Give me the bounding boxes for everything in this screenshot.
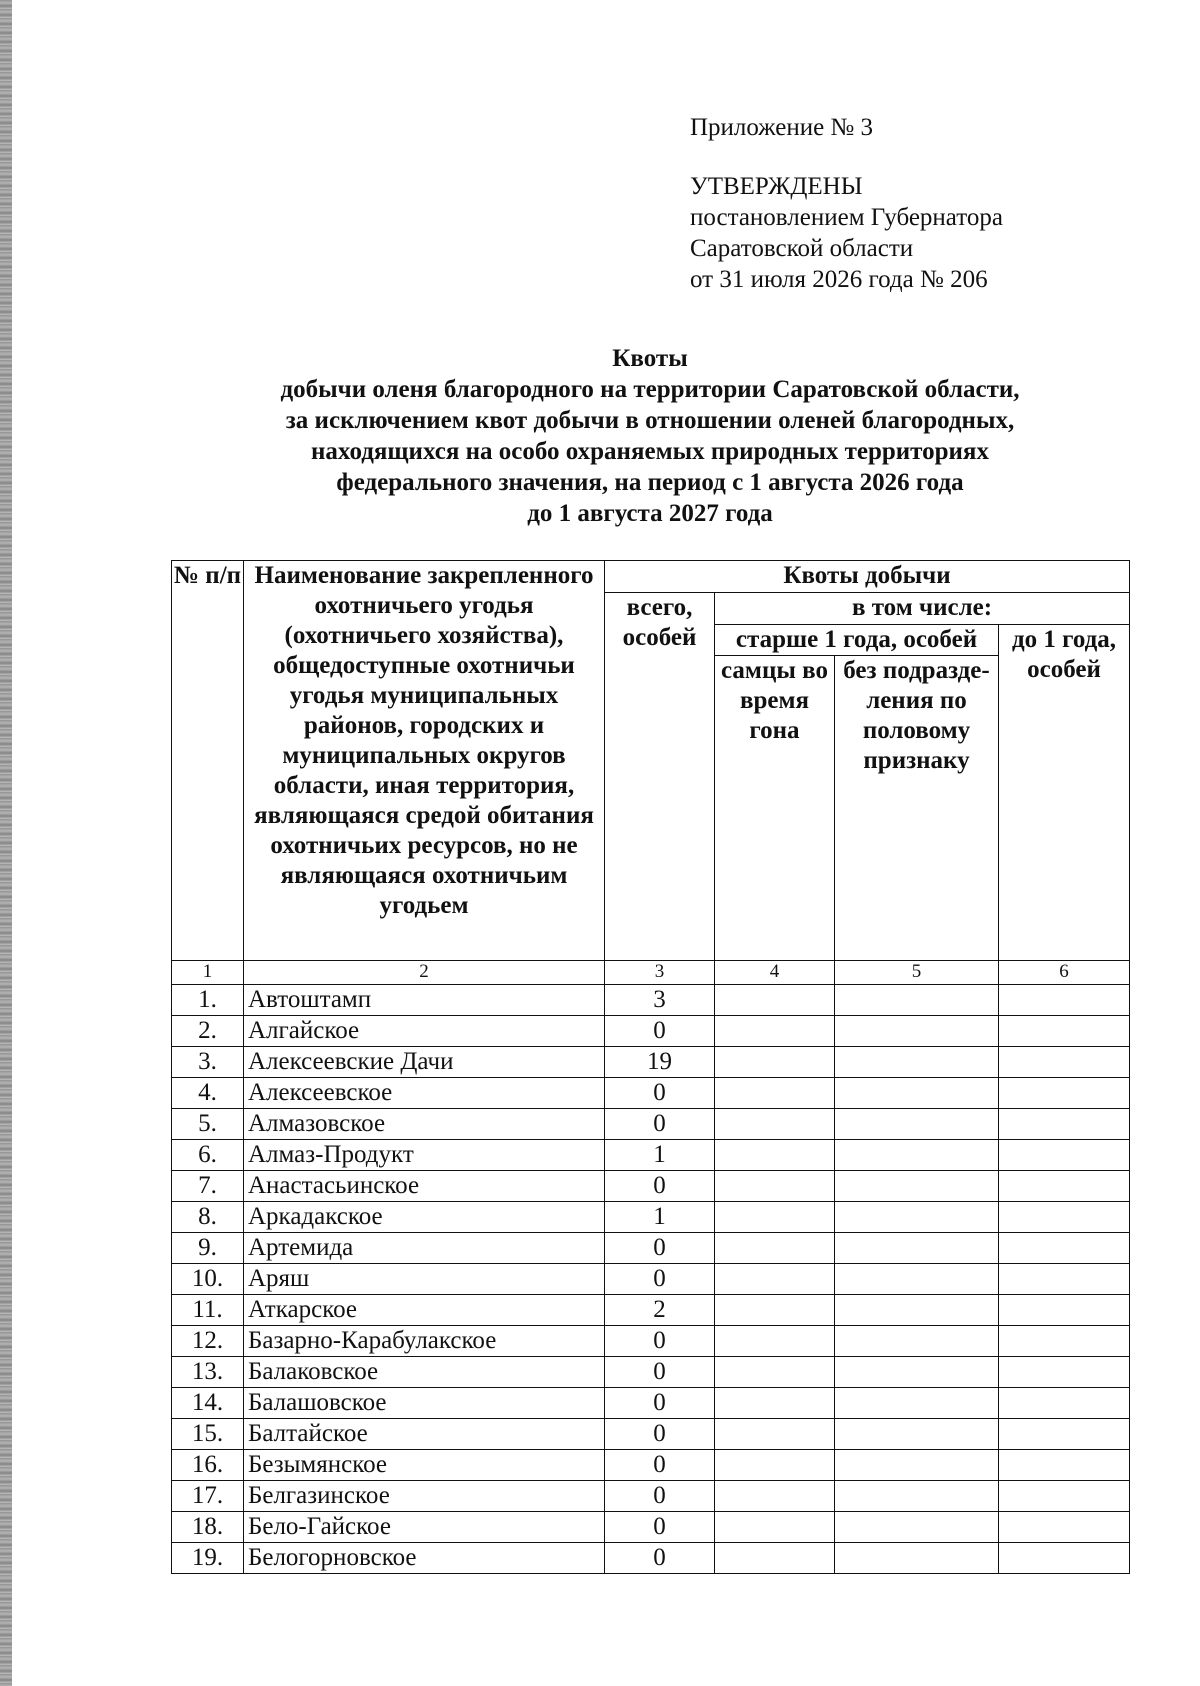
- document-title: [170, 343, 1130, 529]
- row-under: [999, 985, 1130, 1016]
- quota-table: [171, 560, 1130, 1574]
- table-row: [172, 1512, 1130, 1543]
- header-name: Наименование закрепленного охотничьего угодья (охотничьего хозяйства), общедоступные охотничьи угодья муниципальных районов, городских и муниципальных округов области, иная территория, являющаяся средой обитания охотничьих ресурсов, но не являющаяся охотничьим угодьем: [244, 561, 605, 961]
- table-row: [172, 1295, 1130, 1326]
- row-males: [715, 1450, 835, 1481]
- title-line-5: до 1 августа 2027 года: [527, 500, 773, 527]
- row-total: 0: [605, 1543, 715, 1574]
- column-number: 2: [244, 961, 605, 985]
- row-name: Алексеевское: [244, 1078, 605, 1109]
- header-including: в том числе:: [715, 593, 1130, 625]
- header-males: самцы во время гона: [715, 656, 835, 961]
- header-nosex: без подразде-ления по половому признаку: [835, 656, 999, 961]
- row-under: [999, 1233, 1130, 1264]
- row-males: [715, 1078, 835, 1109]
- row-males: [715, 1233, 835, 1264]
- row-nosex: [835, 1388, 999, 1419]
- row-number: 10.: [172, 1264, 244, 1295]
- row-males: [715, 1140, 835, 1171]
- row-total: 0: [605, 1326, 715, 1357]
- row-number: 14.: [172, 1388, 244, 1419]
- approval-line-2: Саратовской области: [690, 235, 914, 262]
- header-under: до 1 года, особей: [999, 625, 1130, 961]
- approval-line-3: от 31 июля 2026 года № 206: [690, 266, 988, 293]
- row-name: Безымянское: [244, 1450, 605, 1481]
- row-nosex: [835, 1543, 999, 1574]
- row-under: [999, 1078, 1130, 1109]
- row-nosex: [835, 985, 999, 1016]
- row-nosex: [835, 1326, 999, 1357]
- approval-block: [690, 112, 1003, 295]
- row-name: Анастасьинское: [244, 1171, 605, 1202]
- row-number: 7.: [172, 1171, 244, 1202]
- row-under: [999, 1264, 1130, 1295]
- table-row: [172, 1202, 1130, 1233]
- row-under: [999, 1543, 1130, 1574]
- row-number: 18.: [172, 1512, 244, 1543]
- row-under: [999, 1357, 1130, 1388]
- row-under: [999, 1326, 1130, 1357]
- header-quotas: Квоты добычи: [605, 561, 1130, 593]
- table-row: [172, 1357, 1130, 1388]
- row-under: [999, 1419, 1130, 1450]
- row-males: [715, 1481, 835, 1512]
- column-numbers-row: [172, 961, 1130, 985]
- row-number: 19.: [172, 1543, 244, 1574]
- row-under: [999, 1171, 1130, 1202]
- table-row: [172, 1016, 1130, 1047]
- row-name: Артемида: [244, 1233, 605, 1264]
- row-under: [999, 1047, 1130, 1078]
- table-row: [172, 1388, 1130, 1419]
- header-total: всего, особей: [605, 593, 715, 961]
- row-number: 8.: [172, 1202, 244, 1233]
- row-total: 19: [605, 1047, 715, 1078]
- row-total: 1: [605, 1202, 715, 1233]
- row-under: [999, 1202, 1130, 1233]
- row-nosex: [835, 1357, 999, 1388]
- row-under: [999, 1512, 1130, 1543]
- column-number: 5: [835, 961, 999, 985]
- row-number: 1.: [172, 985, 244, 1016]
- row-total: 0: [605, 1078, 715, 1109]
- row-males: [715, 1264, 835, 1295]
- row-nosex: [835, 1233, 999, 1264]
- row-nosex: [835, 1295, 999, 1326]
- row-under: [999, 1388, 1130, 1419]
- row-total: 0: [605, 1171, 715, 1202]
- row-males: [715, 1357, 835, 1388]
- quota-table-body: [172, 961, 1130, 1574]
- row-number: 9.: [172, 1233, 244, 1264]
- row-number: 6.: [172, 1140, 244, 1171]
- row-total: 0: [605, 1419, 715, 1450]
- row-name: Алмазовское: [244, 1109, 605, 1140]
- row-total: 0: [605, 1233, 715, 1264]
- row-males: [715, 1202, 835, 1233]
- row-number: 2.: [172, 1016, 244, 1047]
- row-name: Алгайское: [244, 1016, 605, 1047]
- approval-line-1: постановлением Губернатора: [690, 204, 1003, 231]
- table-row: [172, 1078, 1130, 1109]
- title-line-2: за исключением квот добычи в отношении оленей благородных,: [285, 407, 1015, 434]
- row-name: Базарно-Карабулакское: [244, 1326, 605, 1357]
- table-row: [172, 1419, 1130, 1450]
- row-number: 17.: [172, 1481, 244, 1512]
- row-nosex: [835, 1078, 999, 1109]
- header-num: № п/п: [172, 561, 244, 961]
- row-males: [715, 1295, 835, 1326]
- row-name: Бело-Гайское: [244, 1512, 605, 1543]
- row-total: 0: [605, 1450, 715, 1481]
- row-name: Аткарское: [244, 1295, 605, 1326]
- row-under: [999, 1481, 1130, 1512]
- row-males: [715, 1326, 835, 1357]
- row-under: [999, 1140, 1130, 1171]
- row-nosex: [835, 1512, 999, 1543]
- row-males: [715, 1419, 835, 1450]
- row-name: Балтайское: [244, 1419, 605, 1450]
- table-row: [172, 1233, 1130, 1264]
- title-line-4: федерального значения, на период с 1 августа 2026 года: [336, 469, 964, 496]
- row-number: 16.: [172, 1450, 244, 1481]
- column-number: 3: [605, 961, 715, 985]
- row-number: 12.: [172, 1326, 244, 1357]
- row-males: [715, 1171, 835, 1202]
- column-number: 4: [715, 961, 835, 985]
- row-under: [999, 1450, 1130, 1481]
- row-total: 0: [605, 1016, 715, 1047]
- row-total: 0: [605, 1109, 715, 1140]
- row-total: 0: [605, 1357, 715, 1388]
- row-males: [715, 985, 835, 1016]
- title-line-1: добычи оленя благородного на территории Саратовской области,: [280, 376, 1020, 403]
- title-heading: Квоты: [612, 345, 688, 372]
- row-number: 15.: [172, 1419, 244, 1450]
- row-males: [715, 1016, 835, 1047]
- row-name: Аряш: [244, 1264, 605, 1295]
- row-name: Балашовское: [244, 1388, 605, 1419]
- row-name: Алексеевские Дачи: [244, 1047, 605, 1078]
- scan-edge: [0, 0, 12, 1686]
- approved-label: УТВЕРЖДЕНЫ: [690, 173, 863, 200]
- row-nosex: [835, 1171, 999, 1202]
- table-row: [172, 1109, 1130, 1140]
- row-name: Аркадакское: [244, 1202, 605, 1233]
- row-nosex: [835, 1264, 999, 1295]
- row-under: [999, 1109, 1130, 1140]
- table-row: [172, 985, 1130, 1016]
- column-number: 6: [999, 961, 1130, 985]
- row-males: [715, 1109, 835, 1140]
- row-number: 5.: [172, 1109, 244, 1140]
- row-number: 4.: [172, 1078, 244, 1109]
- row-nosex: [835, 1047, 999, 1078]
- row-total: 0: [605, 1481, 715, 1512]
- annex-label: Приложение № 3: [690, 114, 874, 141]
- table-row: [172, 1450, 1130, 1481]
- row-males: [715, 1388, 835, 1419]
- row-total: 3: [605, 985, 715, 1016]
- row-nosex: [835, 1016, 999, 1047]
- row-males: [715, 1543, 835, 1574]
- row-name: Белогорновское: [244, 1543, 605, 1574]
- row-under: [999, 1016, 1130, 1047]
- row-name: Балаковское: [244, 1357, 605, 1388]
- row-total: 0: [605, 1388, 715, 1419]
- table-row: [172, 1171, 1130, 1202]
- row-name: Автоштамп: [244, 985, 605, 1016]
- row-total: 0: [605, 1264, 715, 1295]
- row-nosex: [835, 1140, 999, 1171]
- row-nosex: [835, 1202, 999, 1233]
- header-older: старше 1 года, особей: [715, 625, 999, 656]
- row-number: 3.: [172, 1047, 244, 1078]
- row-number: 13.: [172, 1357, 244, 1388]
- table-row: [172, 1543, 1130, 1574]
- row-name: Алмаз-Продукт: [244, 1140, 605, 1171]
- row-nosex: [835, 1109, 999, 1140]
- row-males: [715, 1047, 835, 1078]
- row-number: 11.: [172, 1295, 244, 1326]
- row-total: 0: [605, 1512, 715, 1543]
- column-number: 1: [172, 961, 244, 985]
- table-row: [172, 1481, 1130, 1512]
- table-row: [172, 1140, 1130, 1171]
- row-total: 1: [605, 1140, 715, 1171]
- row-name: Белгазинское: [244, 1481, 605, 1512]
- table-row: [172, 1326, 1130, 1357]
- row-total: 2: [605, 1295, 715, 1326]
- row-nosex: [835, 1481, 999, 1512]
- table-row: [172, 1264, 1130, 1295]
- row-males: [715, 1512, 835, 1543]
- row-under: [999, 1295, 1130, 1326]
- row-nosex: [835, 1419, 999, 1450]
- row-nosex: [835, 1450, 999, 1481]
- title-line-3: находящихся на особо охраняемых природных территориях: [311, 438, 989, 465]
- table-row: [172, 1047, 1130, 1078]
